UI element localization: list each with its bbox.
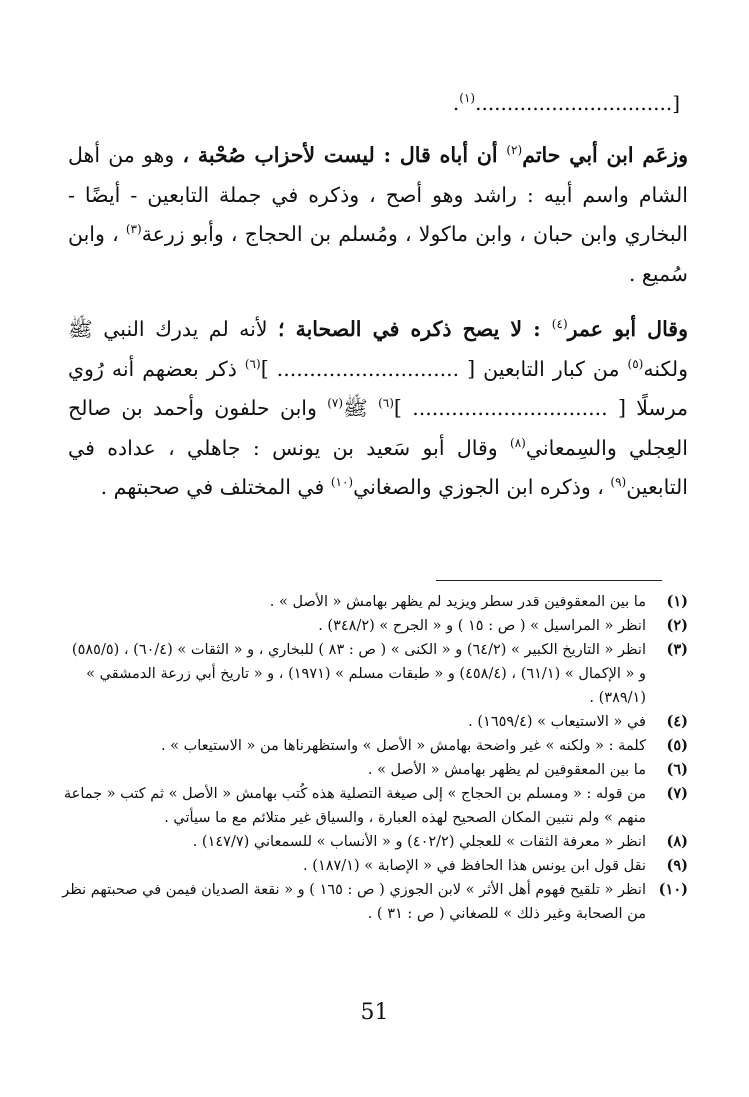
lead-bold: وزعَم ابن أبي حاتم bbox=[522, 143, 688, 167]
footnote bbox=[62, 638, 688, 710]
line-end: . bbox=[452, 91, 460, 115]
lead-bold: وقال أبو عمر bbox=[567, 317, 689, 341]
footnotes bbox=[62, 590, 688, 926]
body-text: ذكر بعضهم أنه رُوي مرسلًا [ .............................. ] bbox=[68, 356, 688, 420]
footnote-text: من قوله : « ومسلم بن الحجاج » إلى صيغة التصلية هذه كُتب بهامش « الأصل » ثم كتب « جماعة منهم » ولم نتبين المكان الصحيح لهذه العبارة ، والسياق غير متلائم مع ما سيأتي . bbox=[63, 786, 646, 826]
footnote-text: انظر « التاريخ الكبير » (٦٤/٢) و « الكنى » ( ص : ٨٣ ) للبخاري ، و « الثقات » (٦٠/٤) ، (٥٨٥/٥) و « الإكمال » (٦١/١) ، (٤٥٨/٤) و « طبقات مسلم » (١٩٧١) ، و « تاريخ أبي زرعة الدمشقي » (٣٨٩/١) . bbox=[71, 642, 646, 706]
footnote-number: (٧) bbox=[666, 785, 688, 802]
footnote-marker: (٩) bbox=[610, 475, 627, 489]
footnote-number: (٣) bbox=[666, 641, 688, 658]
footnote bbox=[62, 878, 688, 926]
footnote bbox=[62, 830, 688, 854]
footnote-text: انظر « المراسيل » ( ص : ١٥ ) و « الجرح » (٣٤٨/٢) . bbox=[318, 618, 646, 634]
footnote-marker: (١) bbox=[459, 91, 476, 105]
paragraph-2 bbox=[68, 310, 688, 508]
footnote bbox=[62, 782, 688, 830]
footnote-number: (٩) bbox=[666, 857, 688, 874]
footnote bbox=[62, 758, 688, 782]
footnote-text: في « الاستيعاب » (١٦٥٩/٤) . bbox=[468, 714, 646, 730]
footnote-number: (١٠) bbox=[658, 881, 688, 898]
footnote-marker: (٥) bbox=[627, 356, 644, 371]
page-number: 51 bbox=[360, 1000, 389, 1025]
footnote-marker: (٢) bbox=[506, 143, 523, 157]
footnote-number: (٦) bbox=[666, 761, 688, 778]
footnote-marker: (٦) bbox=[378, 396, 394, 410]
quote-bold: : لا يصح ذكره في الصحابة ؛ bbox=[278, 317, 552, 341]
paragraph-1 bbox=[68, 136, 688, 294]
footnote-text: ما بين المعقوفين قدر سطر ويزيد لم يظهر بهامش « الأصل » . bbox=[269, 594, 646, 610]
body-text: وابن حلفون وأحمد بن صالح العِجلي والسِمعاني bbox=[68, 396, 688, 460]
footnote bbox=[62, 590, 688, 614]
footnote-marker: (٦) bbox=[244, 356, 261, 371]
footnote bbox=[62, 734, 688, 758]
footnote-marker: (٨) bbox=[510, 435, 526, 450]
continuation-line bbox=[360, 88, 680, 118]
footnote-marker: (٧) bbox=[327, 396, 344, 410]
footnote bbox=[62, 614, 688, 638]
footnote bbox=[62, 854, 688, 878]
footnote-number: (١) bbox=[666, 593, 688, 610]
body-text: في المختلف في صحبتهم . bbox=[100, 475, 331, 499]
body-text: وقال أبو سَعيد بن يونس : جاهلي ، عداده في التابعين bbox=[68, 435, 688, 499]
footnote-separator bbox=[436, 580, 662, 581]
footnote-text: كلمة : « ولكنه » غير واضحة بهامش « الأصل » واستظهرناها من « الاستيعاب » . bbox=[160, 738, 646, 754]
body-text: ، وذكره ابن الجوزي والصغاني bbox=[353, 475, 611, 499]
body-text: ، وابن سُميع . bbox=[68, 222, 688, 286]
footnote-text: نقل قول ابن يونس هذا الحافظ في « الإصابة » (١٨٧/١) . bbox=[303, 858, 646, 874]
footnote-text: ما بين المعقوفين لم يظهر بهامش « الأصل » . bbox=[367, 762, 646, 778]
footnote-marker: (١٠) bbox=[330, 475, 354, 489]
body-text: وهو من أهل الشام واسم أبيه : راشد وهو أصح ، وذكره في جملة التابعين - أيضًا - البخاري وابن حبان ، وابن ماكولا ، ومُسلم بن الحجاج ، وأبو زرعة bbox=[68, 143, 689, 246]
footnote-text: انظر « معرفة الثقات » للعجلي (٤٠٢/٢) و « الأنساب » للسمعاني (١٤٧/٧) . bbox=[192, 834, 646, 850]
footnote-marker: (٣) bbox=[125, 222, 142, 236]
footnote-text: انظر « تلقيح فهوم أهل الأثر » لابن الجوزي ( ص : ١٦٥ ) و « نقعة الصديان فيمن في صحبتهم نظر من الصحابة وغير ذلك » للصغاني ( ص : ٣١ ) . bbox=[62, 882, 646, 922]
footnote-marker: (٤) bbox=[551, 317, 568, 331]
body-text: من كبار التابعين [ ............................ ] bbox=[260, 356, 628, 381]
footnote-number: (٨) bbox=[666, 833, 688, 850]
elided-text: [............................... bbox=[475, 91, 680, 115]
salutation-glyph: ﷺ bbox=[343, 396, 379, 420]
main-text bbox=[68, 136, 688, 524]
footnote-number: (٥) bbox=[666, 737, 688, 754]
footnote bbox=[62, 710, 688, 734]
footnote-number: (٤) bbox=[666, 713, 688, 730]
body-text: لأنه لم يدرك النبي ﷺ ولكنه bbox=[68, 317, 688, 381]
quote-bold: أن أباه قال : ليست لأحزاب صُحْبة ، bbox=[182, 143, 507, 167]
footnote-number: (٢) bbox=[666, 617, 688, 634]
